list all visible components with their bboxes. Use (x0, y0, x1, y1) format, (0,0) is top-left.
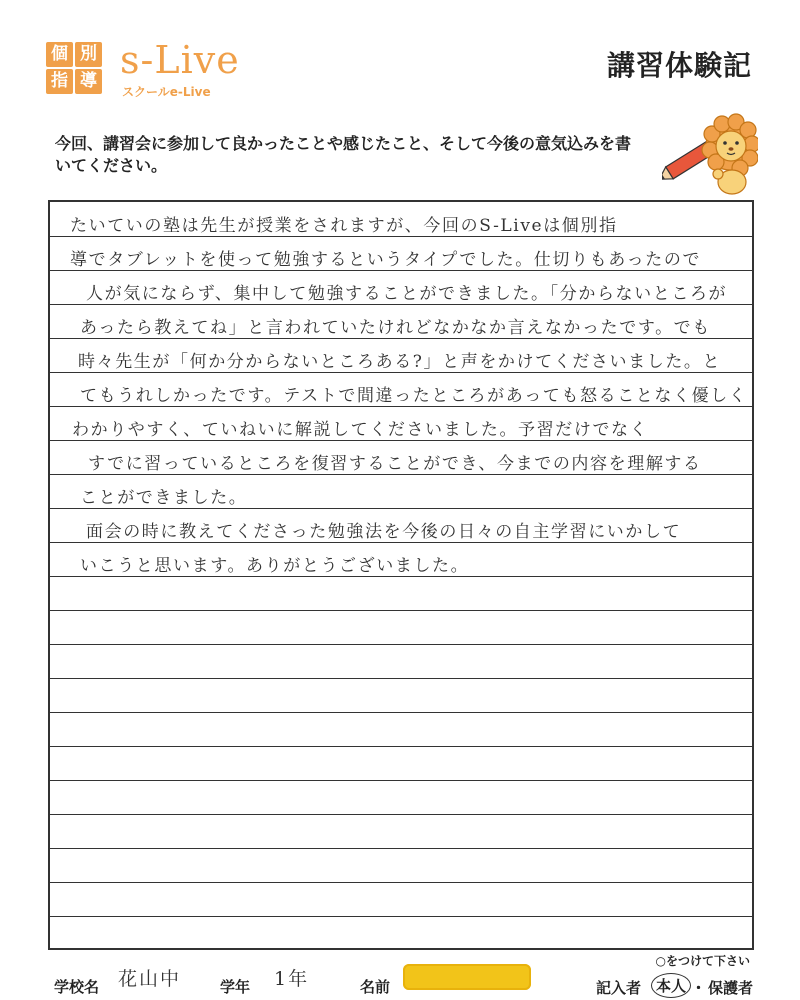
handwritten-line: 面会の時に教えてくださった勉強法を今後の日々の自主学習にいかして (86, 522, 682, 542)
instruction-text: 今回、講習会に参加して良かったことや感じたこと、そして今後の意気込みを書いてください。 (55, 134, 632, 175)
ruled-line (50, 236, 752, 237)
circle-instruction: ○をつけて下さい (655, 954, 750, 968)
ruled-line (50, 406, 752, 407)
brand-name: s-Live (120, 38, 240, 82)
handwritten-line: てもうれしかったです。テストで間違ったところがあっても怒ることなく優しく (80, 386, 748, 406)
ruled-line (50, 440, 752, 441)
handwritten-line: たいていの塾は先生が授業をされますが、今回のS-Liveは個別指 (70, 216, 618, 236)
lion-mascot-icon (662, 112, 758, 198)
handwritten-line: わかりやすく、ていねいに解説してくださいました。予習だけでなく (72, 420, 649, 440)
grade-value: 1年 (274, 968, 310, 990)
page-title: 講習体験記 (606, 49, 752, 82)
handwritten-line: ことができました。 (80, 488, 248, 508)
logo-char: 導 (75, 69, 102, 94)
ruled-line (50, 610, 752, 611)
writer-option-guardian: 保護者 (708, 979, 754, 997)
name-label: 名前 (360, 978, 391, 996)
logo-char: 個 (46, 42, 73, 67)
name-redaction (403, 964, 531, 990)
ruled-line (50, 746, 752, 747)
ruled-line (50, 270, 752, 271)
logo-char: 別 (75, 42, 102, 67)
ruled-line (50, 848, 752, 849)
ruled-line (50, 508, 752, 509)
ruled-line (50, 814, 752, 815)
ruled-line (50, 678, 752, 679)
handwritten-line: すでに習っているところを復習することができ、今までの内容を理解する (88, 454, 702, 474)
handwritten-line: 導でタブレットを使って勉強するというタイプでした。仕切りもあったので (70, 250, 702, 270)
writing-sheet (48, 200, 754, 950)
ruled-line (50, 474, 752, 475)
writer-option-separator: ・ (691, 979, 707, 997)
ruled-line (50, 780, 752, 781)
ruled-line (50, 576, 752, 577)
ruled-line (50, 712, 752, 713)
ruled-line (50, 338, 752, 339)
ruled-line (50, 372, 752, 373)
ruled-line (50, 882, 752, 883)
handwritten-line: 人が気にならず、集中して勉強することができました。「分からないところが (86, 284, 728, 304)
logo (46, 38, 286, 102)
handwritten-line: 時々先生が「何か分からないところある?」と声をかけてくださいました。と (78, 352, 722, 372)
ruled-line (50, 542, 752, 543)
footer (48, 950, 754, 1000)
school-label: 学校名 (54, 978, 100, 996)
handwritten-line: あったら教えてね」と言われていたけれどなかなか言えなかったです。でも (80, 318, 711, 338)
ruled-line (50, 916, 752, 917)
brand-subtitle: スクールe-Live (122, 85, 211, 99)
grade-label: 学年 (220, 978, 251, 996)
ruled-line (50, 304, 752, 305)
logo-char: 指 (46, 69, 73, 94)
ruled-line (50, 644, 752, 645)
handwritten-line: いこうと思います。ありがとうございました。 (80, 556, 470, 576)
school-value: 花山中 (118, 968, 182, 990)
writer-label: 記入者 (596, 979, 642, 997)
writer-option-self: 本人 (651, 973, 691, 998)
